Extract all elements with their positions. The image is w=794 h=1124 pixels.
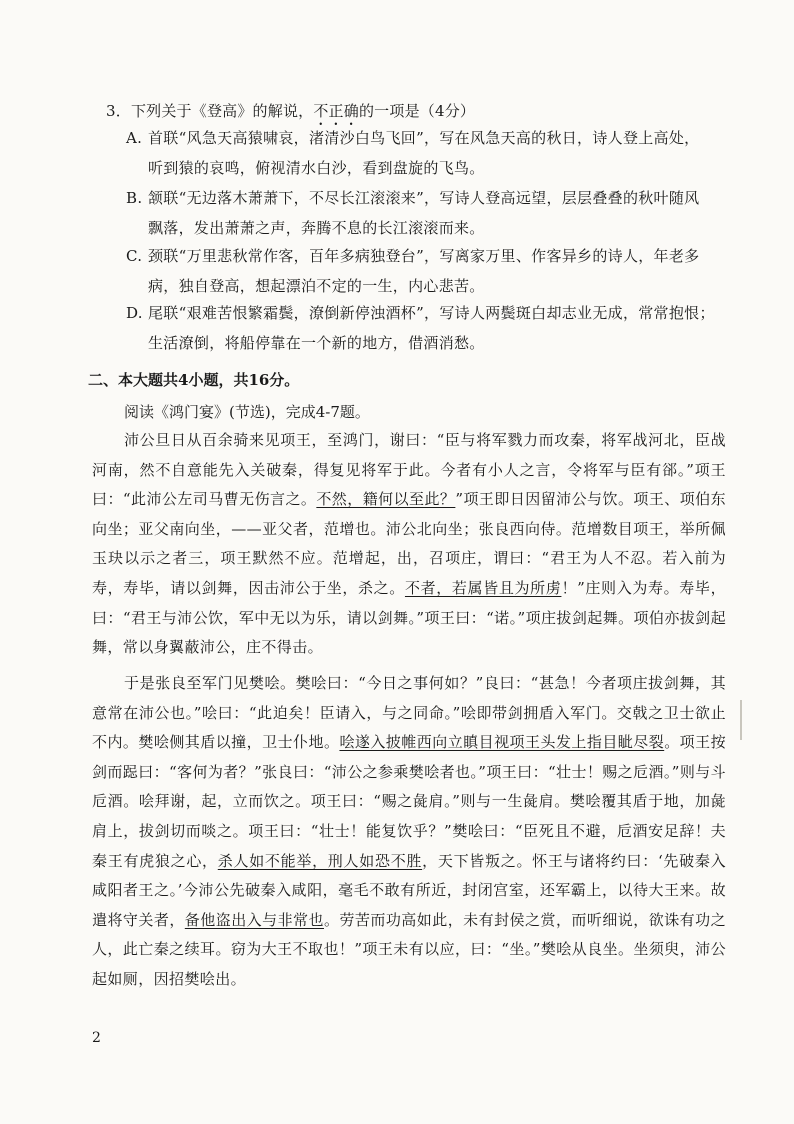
option-line-2: 听到猿的哀鸣，俯视清水白沙，看到盘旋的飞鸟。: [148, 159, 485, 177]
passage-paragraph-1: [92, 426, 726, 663]
option-letter: C.: [126, 247, 143, 265]
scan-mark: [740, 700, 742, 740]
option-a: [126, 123, 726, 183]
option-letter: A.: [126, 129, 143, 147]
option-b: [126, 183, 726, 243]
reading-prompt: 阅读《鸿门宴》(节选)，完成4-7题。: [124, 403, 370, 421]
passage-text: ”项王即日因留沛公与饮。项王、项伯东向坐；亚父南向坐，——亚父者，范增也。沛公北向坐；张良西向侍。范增数目项王，举所佩玉玦以示之者三，项王默然不应。范增起，出，召项庄，谓曰：“君王为人不忍。若入前为寿，寿毕，请以剑舞，因击沛公于坐，杀之。: [92, 490, 727, 597]
option-line-2: 生活潦倒，将船停靠在一个新的地方，借酒消愁。: [148, 334, 485, 352]
underlined-phrase-5: 备他盗出入与非常也: [184, 910, 324, 929]
option-letter: D.: [126, 304, 143, 322]
option-line-1: 颔联“无边落木萧萧下，不尽长江滚滚来”，写诗人登高远望，层层叠叠的秋叶随风: [148, 189, 700, 207]
option-line-1: 首联“风急天高猿啸哀，渚清沙白鸟飞回”，写在风急天高的秋日，诗人登上高处，: [148, 129, 700, 147]
underlined-sentence-3: 哙遂入披帷西向立瞋目视项王头发上指目眦尽裂: [339, 733, 665, 752]
option-c: [126, 241, 726, 301]
underlined-phrase-4: 杀人如不能举，刑人如恐不胜: [217, 851, 423, 870]
underlined-sentence-1: 不然，籍何以至此？: [316, 490, 456, 509]
option-letter: B.: [126, 189, 143, 207]
passage-text: 。项王按剑而跽曰：“客何为者？”张良曰：“沛公之参乘樊哙者也。”项王曰：“壮士！赐之卮酒。”则与斗卮酒。哙拜谢，起，立而饮之。项王曰：“赐之彘肩。”则与一生彘肩。樊哙覆其盾于地，加彘肩上，拔剑切而啖之。项王曰：“壮士！能复饮乎？”樊哙曰：“臣死且不避，卮酒安足辞！夫秦王有虎狼之心，: [92, 733, 727, 870]
option-line-1: 尾联“艰难苦恨繁霜鬓，潦倒新停浊酒杯”，写诗人两鬓斑白却志业无成，常常抱恨；: [148, 304, 715, 322]
option-line-1: 颈联“万里悲秋常作客，百年多病独登台”，写离家万里、作客异乡的诗人，年老多: [148, 247, 700, 265]
question-3-stem-prefix: 3．下列关于《登高》的解说，: [106, 102, 314, 120]
passage-text: ，天下皆叛之。怀王与诸将约曰：‘先破秦入咸阳者王之。’今沛公先破秦入咸阳，毫毛不敢有所近，封闭宫室，还军霸上，以待大王来。故遣将守关者，: [92, 851, 726, 929]
question-3-stem-emphasis: 不正确: [313, 102, 359, 120]
passage-text: 沛公旦日从百余骑来见项王，至鸿门，谢曰：“臣与将军戮力而攻秦，将军战河北，臣战河南，然不自意能先入关破秦，得复见将军于此。今者有小人之言，令将军与臣有郤。”项王曰：“此沛公左司马曹无伤言之。: [92, 431, 726, 509]
question-3-stem-suffix: 的一项是（4分）: [358, 102, 476, 120]
option-d: [126, 298, 726, 358]
underlined-sentence-2: 不者，若属皆且为所虏: [404, 578, 562, 597]
option-line-2: 病，独自登高，想起漂泊不定的一生，内心悲苦。: [148, 277, 485, 295]
passage-paragraph-2: [92, 669, 726, 995]
passage-text: 于是张良至军门见樊哙。樊哙曰：“今日之事何如？”良曰：“甚急！今者项庄拔剑舞，其意常在沛公也。”哙曰：“此迫矣！臣请入，与之同命。”哙即带剑拥盾入军门。交戟之卫士欲止不内。樊哙侧其盾以撞，卫士仆地。: [92, 674, 726, 752]
passage-text: ！”庄则入为寿。寿毕，曰：“君王与沛公饮，军中无以为乐，请以剑舞。”项王曰：“诺。”项庄拔剑起舞。项伯亦拔剑起舞，常以身翼蔽沛公，庄不得击。: [92, 578, 726, 657]
passage-text: 。劳苦而功高如此，未有封侯之赏，而听细说，欲诛有功之人，此亡秦之续耳。窃为大王不取也！”项王未有以应，曰：“坐。”樊哙从良坐。坐须臾，沛公起如厕，因招樊哙出。: [92, 910, 726, 988]
section-2-heading: 二、本大题共4小题，共16分。: [88, 371, 300, 389]
page-number: 2: [92, 1030, 101, 1046]
option-line-2: 飘落，发出萧萧之声，奔腾不息的长江滚滚而来。: [148, 219, 485, 237]
